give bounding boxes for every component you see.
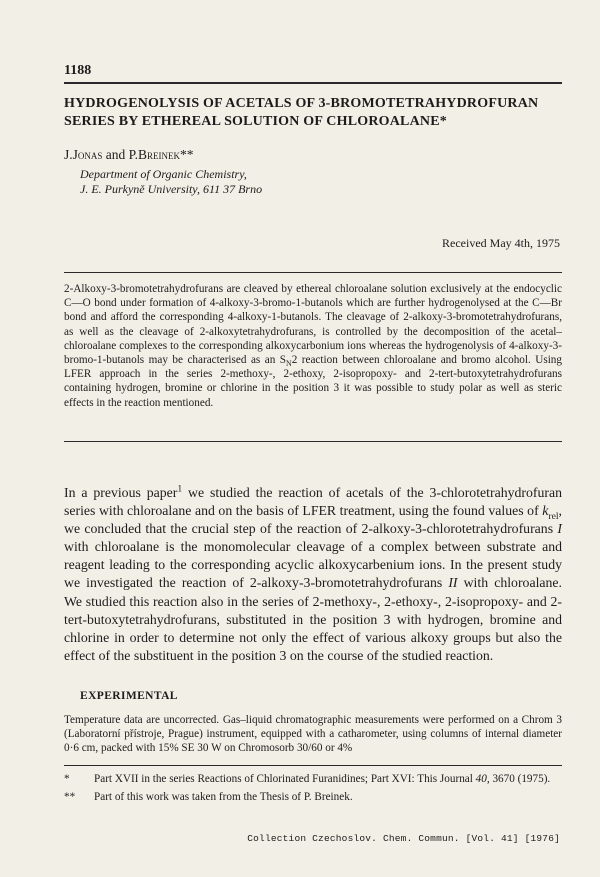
intro-text-2: we studied the reaction of acetals of the 3-chlorotetrahydrofuran series with chloroalane and on the basis of LFER treatment, using the found values of bbox=[64, 485, 563, 519]
footnote-1-volume: 40, bbox=[475, 773, 490, 785]
affiliation-line-1: Department of Organic Chemistry, bbox=[80, 167, 247, 181]
intro-text-5: with chloroalane. We studied this reaction also in the series of 2-methoxy-, 2-ethoxy-, 2-isopropoxy- and 2-tert-butoxytetrahydrofurans, substituted in the position 3 with hydrogen, bromine and chlorine in order to determine not only the effect of various alkoxy groups but also the effect of the substituent in the position 3 on the course of the studied reaction. bbox=[64, 575, 562, 663]
intro-paragraph bbox=[64, 484, 562, 665]
footnotes bbox=[64, 772, 562, 805]
footnote-2 bbox=[64, 790, 562, 804]
author-2-name: Breinek bbox=[138, 147, 181, 162]
authors-and: and bbox=[102, 147, 129, 162]
footnote-1-text-1: Part XVII in the series Reactions of Chlorinated Furanidines; Part XVI: This Journal bbox=[94, 773, 476, 785]
abstract-subscript: N bbox=[286, 359, 292, 369]
footnote-2-mark: ** bbox=[64, 791, 76, 804]
intro-compound-I: I bbox=[557, 521, 562, 537]
author-2-initial: P. bbox=[128, 147, 139, 162]
footnote-2-text: Part of this work was taken from the Thesis of P. Breinek. bbox=[94, 791, 353, 804]
affiliation bbox=[80, 167, 262, 197]
abstract-top-rule bbox=[64, 272, 562, 273]
footnote-1 bbox=[64, 772, 562, 786]
experimental-paragraph: Temperature data are uncorrected. Gas–liquid chromatographic measurements were performed on a Chrom 3 (Laboratorní přístroje, Prague) instrument, equipped with a catharometer, using columns of internal diameter 0·6 cm, packed with 15% SE 30 W on Chromosorb 30/60 or 4% bbox=[64, 714, 562, 755]
section-heading-experimental: EXPERIMENTAL bbox=[80, 690, 178, 702]
authors bbox=[64, 147, 194, 163]
intro-text-4: with chloroalane is the monomolecular cleavage of a complex between substrate and reagent leading to the corresponding acyclic alkoxycarbenium ions. In the present study we investigated the reaction of 2-alkoxy-3-bromotetrahydrofurans bbox=[64, 539, 562, 591]
intro-k-symbol: k bbox=[542, 503, 549, 519]
affiliation-line-2: J. E. Purkyně University, 611 37 Brno bbox=[80, 182, 263, 196]
intro-text-3: , we concluded that the crucial step of the reaction of 2-alkoxy-3-chlorotetrahydrofurans bbox=[64, 503, 562, 537]
author-1-initial: J. bbox=[64, 147, 73, 162]
footnote-1-text-2: 3670 (1975). bbox=[489, 773, 551, 785]
abstract-text-2: 2 reaction between chloroalane and bromo alcohol. Using LFER approach in the series 2-methoxy-, 2-ethoxy, 2-isopropoxy- and 2-tert-butoxytetrahydrofurans containing hydrogen, bromine or chlorine in the position 3 it was possible to study polar as well as steric effects in the reaction mentioned. bbox=[64, 354, 562, 409]
article-title: HYDROGENOLYSIS OF ACETALS OF 3-BROMOTETRAHYDROFURAN SERIES BY ETHEREAL SOLUTION OF CHLOROALANE* bbox=[64, 96, 539, 129]
header-rule bbox=[64, 82, 562, 84]
abstract-text-1: 2-Alkoxy-3-bromotetrahydrofurans are cleaved by ethereal chloroalane solution exclusively at the endocyclic C—O bond under formation of 4-alkoxy-3-bromo-1-butanols which are further hydrogenolysed at the C—Br bond and afford the corresponding 4-alkoxy-1-butanols. The cleavage of 2-alkoxy-3-bromotetrahydrofurans, as well as the cleavage of 2-alkoxytetrahydrofurans, is controlled by the decomposition of the acetal–chloroalane complexes to the corresponding alkoxycarbonium ions whereas the hydrogenolysis of 4-alkoxy-3-bromo-1-butanols may be characterised as an S bbox=[64, 283, 562, 367]
intro-ref-1: 1 bbox=[177, 483, 183, 495]
author-2-footnote-mark: ** bbox=[180, 147, 194, 162]
footnote-1-mark: * bbox=[64, 773, 70, 785]
intro-k-subscript: rel bbox=[548, 510, 559, 522]
journal-citation-line: Collection Czechoslov. Chem. Commun. [Vol. 41] [1976] bbox=[247, 833, 560, 844]
abstract-bottom-rule bbox=[64, 441, 562, 442]
page-number: 1188 bbox=[64, 63, 92, 78]
intro-compound-II: II bbox=[448, 575, 458, 591]
author-1-name: Jonas bbox=[72, 147, 103, 162]
abstract bbox=[64, 282, 562, 410]
received-date: Received May 4th, 1975 bbox=[442, 236, 560, 250]
footnote-rule bbox=[64, 765, 562, 766]
intro-text-1: In a previous paper bbox=[64, 485, 178, 500]
